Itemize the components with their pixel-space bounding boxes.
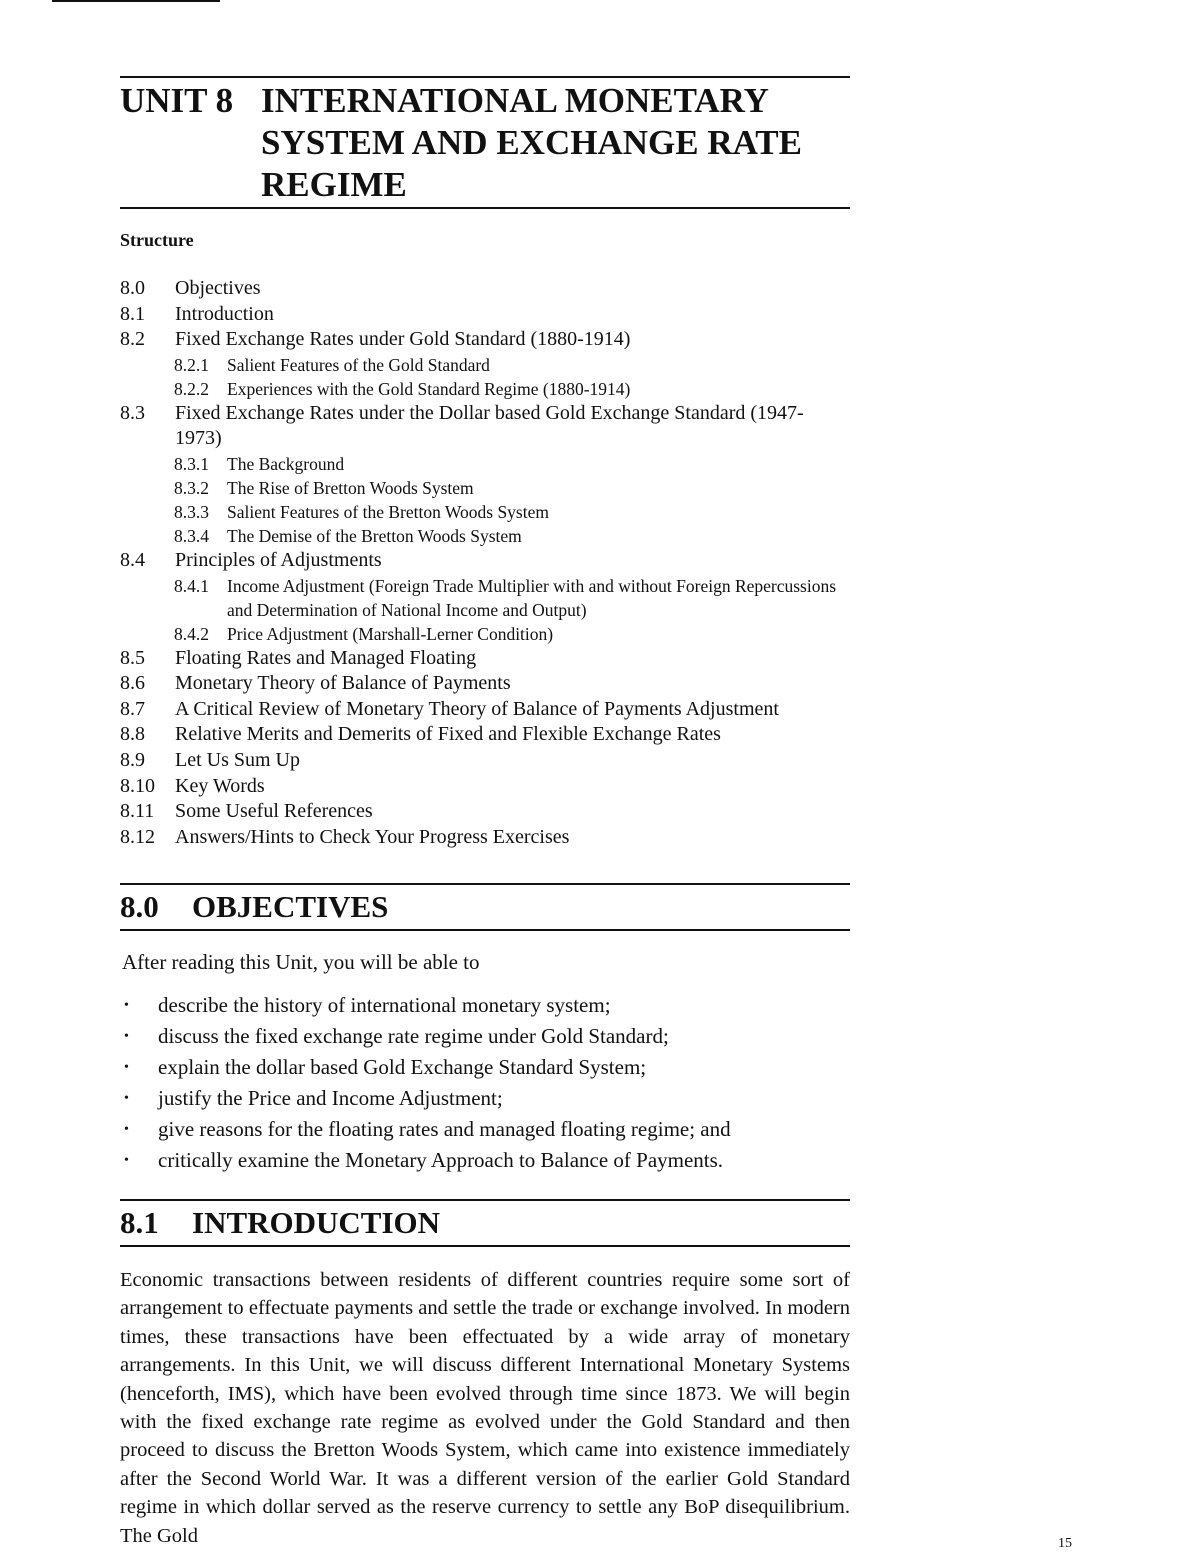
objective-text: critically examine the Monetary Approach to Balance of Payments. (158, 1148, 724, 1172)
toc-item-number: 8.0 (120, 277, 145, 299)
bullet-icon: • (124, 1029, 129, 1044)
toc-item-number: 8.10 (120, 774, 155, 797)
toc-item-title: Objectives (175, 277, 261, 299)
toc-item-title: A Critical Review of Monetary Theory of Balance of Payments Adjustment (175, 697, 779, 720)
unit-title-bottom-rule (120, 207, 850, 209)
unit-number: UNIT 8 (120, 81, 234, 120)
toc-item-title: Principles of Adjustments (175, 548, 382, 571)
objective-item (122, 1114, 852, 1145)
top-margin-rule (52, 0, 220, 2)
toc-item-title: Price Adjustment (Marshall-Lerner Condition) (227, 623, 554, 644)
toc-item (120, 646, 850, 672)
toc-item-title: Income Adjustment (Foreign Trade Multiplier with and without Foreign Repercussions and Determination of National Income and Output) (227, 575, 837, 620)
table-of-contents (120, 276, 850, 850)
toc-item (120, 697, 850, 723)
introduction-top-rule (120, 1199, 850, 1201)
objectives-number: 8.0 (120, 889, 159, 924)
toc-item-number: 8.3.4 (174, 525, 209, 546)
bullet-icon: • (124, 1153, 129, 1168)
toc-item-title: Fixed Exchange Rates under Gold Standard (1880-1914) (175, 328, 631, 351)
toc-item (120, 722, 850, 748)
objective-item (122, 1052, 852, 1083)
toc-item-title: Fixed Exchange Rates under the Dollar based Gold Exchange Standard (1947-1973) (175, 401, 804, 450)
objective-item (122, 1083, 852, 1114)
toc-item (120, 401, 850, 452)
toc-item (120, 825, 850, 851)
toc-item-title: Salient Features of the Bretton Woods System (227, 501, 549, 522)
toc-item-title: Let Us Sum Up (175, 748, 300, 771)
toc-item-number: 8.2.1 (174, 354, 209, 375)
toc-item-number: 8.12 (120, 825, 155, 848)
toc-item-number: 8.3.3 (174, 501, 209, 522)
toc-item (120, 500, 850, 524)
toc-item (120, 524, 850, 548)
toc-item-title: Key Words (175, 774, 265, 797)
objectives-title: OBJECTIVES (192, 889, 389, 924)
toc-item-title: Monetary Theory of Balance of Payments (175, 672, 511, 695)
toc-item-title: Experiences with the Gold Standard Regime (1880-1914) (227, 378, 631, 399)
toc-item-title: Introduction (175, 302, 274, 325)
toc-item (120, 353, 850, 377)
objectives-top-rule (120, 883, 850, 885)
objective-text: explain the dollar based Gold Exchange Standard System; (158, 1055, 647, 1079)
toc-item-title: Answers/Hints to Check Your Progress Exercises (175, 825, 570, 848)
toc-item (120, 799, 850, 825)
toc-item-number: 8.2.2 (174, 378, 209, 399)
bullet-icon: • (124, 998, 129, 1013)
toc-item-number: 8.8 (120, 723, 145, 746)
toc-item (120, 574, 850, 622)
objective-text: give reasons for the floating rates and managed floating regime; and (158, 1117, 731, 1141)
toc-item-number: 8.4.1 (174, 575, 209, 596)
toc-item-number: 8.4 (120, 548, 145, 571)
toc-item-title: The Rise of Bretton Woods System (227, 477, 474, 498)
toc-item (120, 748, 850, 774)
objective-item (122, 990, 852, 1021)
objective-text: discuss the fixed exchange rate regime under Gold Standard; (158, 1024, 669, 1048)
toc-item-title: Salient Features of the Gold Standard (227, 354, 490, 375)
objective-text: justify the Price and Income Adjustment; (158, 1086, 503, 1110)
toc-item-number: 8.7 (120, 697, 145, 720)
unit-title: INTERNATIONAL MONETARY SYSTEM AND EXCHANGE RATE REGIME (261, 81, 802, 204)
toc-item-number: 8.11 (120, 800, 155, 823)
toc-item (120, 327, 850, 353)
toc-item-number: 8.3 (120, 401, 145, 424)
toc-item (120, 548, 850, 574)
toc-item (120, 377, 850, 401)
introduction-title: INTRODUCTION (192, 1205, 441, 1240)
page-number: 15 (1058, 1536, 1072, 1551)
toc-item-number: 8.5 (120, 646, 145, 669)
toc-item (120, 774, 850, 800)
toc-item-number: 8.9 (120, 748, 145, 771)
toc-item (120, 671, 850, 697)
toc-item-number: 8.3.1 (174, 453, 209, 474)
objectives-intro: After reading this Unit, you will be able to (122, 950, 480, 974)
objectives-bottom-rule (120, 929, 850, 931)
introduction-number: 8.1 (120, 1205, 159, 1240)
toc-item-number: 8.4.2 (174, 623, 209, 644)
introduction-paragraph: Economic transactions between residents of different countries require some sort of arrangement to effectuate payments and settle the trade or exchange involved. In modern times, these transactions have been effectuated by a wide array of monetary arrangements. In this Unit, we will discuss different International Monetary Systems (henceforth, IMS), which have been evolved through time since 1873. We will begin with the fixed exchange rate regime as evolved under the Gold Standard and then proceed to discuss the Bretton Woods System, which came into existence immediately after the Second World War. It was a different version of the earlier Gold Standard regime in which dollar served as the reserve currency to settle any BoP disequilibrium. The Gold (120, 1269, 850, 1547)
objectives-list (122, 990, 852, 1176)
unit-title-top-rule (120, 76, 850, 78)
introduction-bottom-rule (120, 1245, 850, 1247)
toc-item-number: 8.1 (120, 302, 145, 325)
toc-item-title: The Demise of the Bretton Woods System (227, 525, 522, 546)
objective-item (122, 1145, 852, 1176)
bullet-icon: • (124, 1060, 129, 1075)
bullet-icon: • (124, 1091, 129, 1106)
toc-item (120, 476, 850, 500)
toc-item-number: 8.3.2 (174, 477, 209, 498)
toc-item (120, 276, 850, 302)
objective-text: describe the history of international monetary system; (158, 993, 611, 1017)
toc-item-title: The Background (227, 453, 345, 474)
toc-item-title: Relative Merits and Demerits of Fixed and Flexible Exchange Rates (175, 723, 721, 746)
toc-item (120, 302, 850, 328)
structure-label: Structure (120, 230, 194, 250)
bullet-icon: • (124, 1122, 129, 1137)
toc-item-title: Some Useful References (175, 800, 373, 823)
objective-item (122, 1021, 852, 1052)
toc-item (120, 622, 850, 646)
toc-item-number: 8.2 (120, 328, 145, 351)
toc-item-title: Floating Rates and Managed Floating (175, 646, 477, 669)
toc-item-number: 8.6 (120, 672, 145, 695)
toc-item (120, 452, 850, 476)
